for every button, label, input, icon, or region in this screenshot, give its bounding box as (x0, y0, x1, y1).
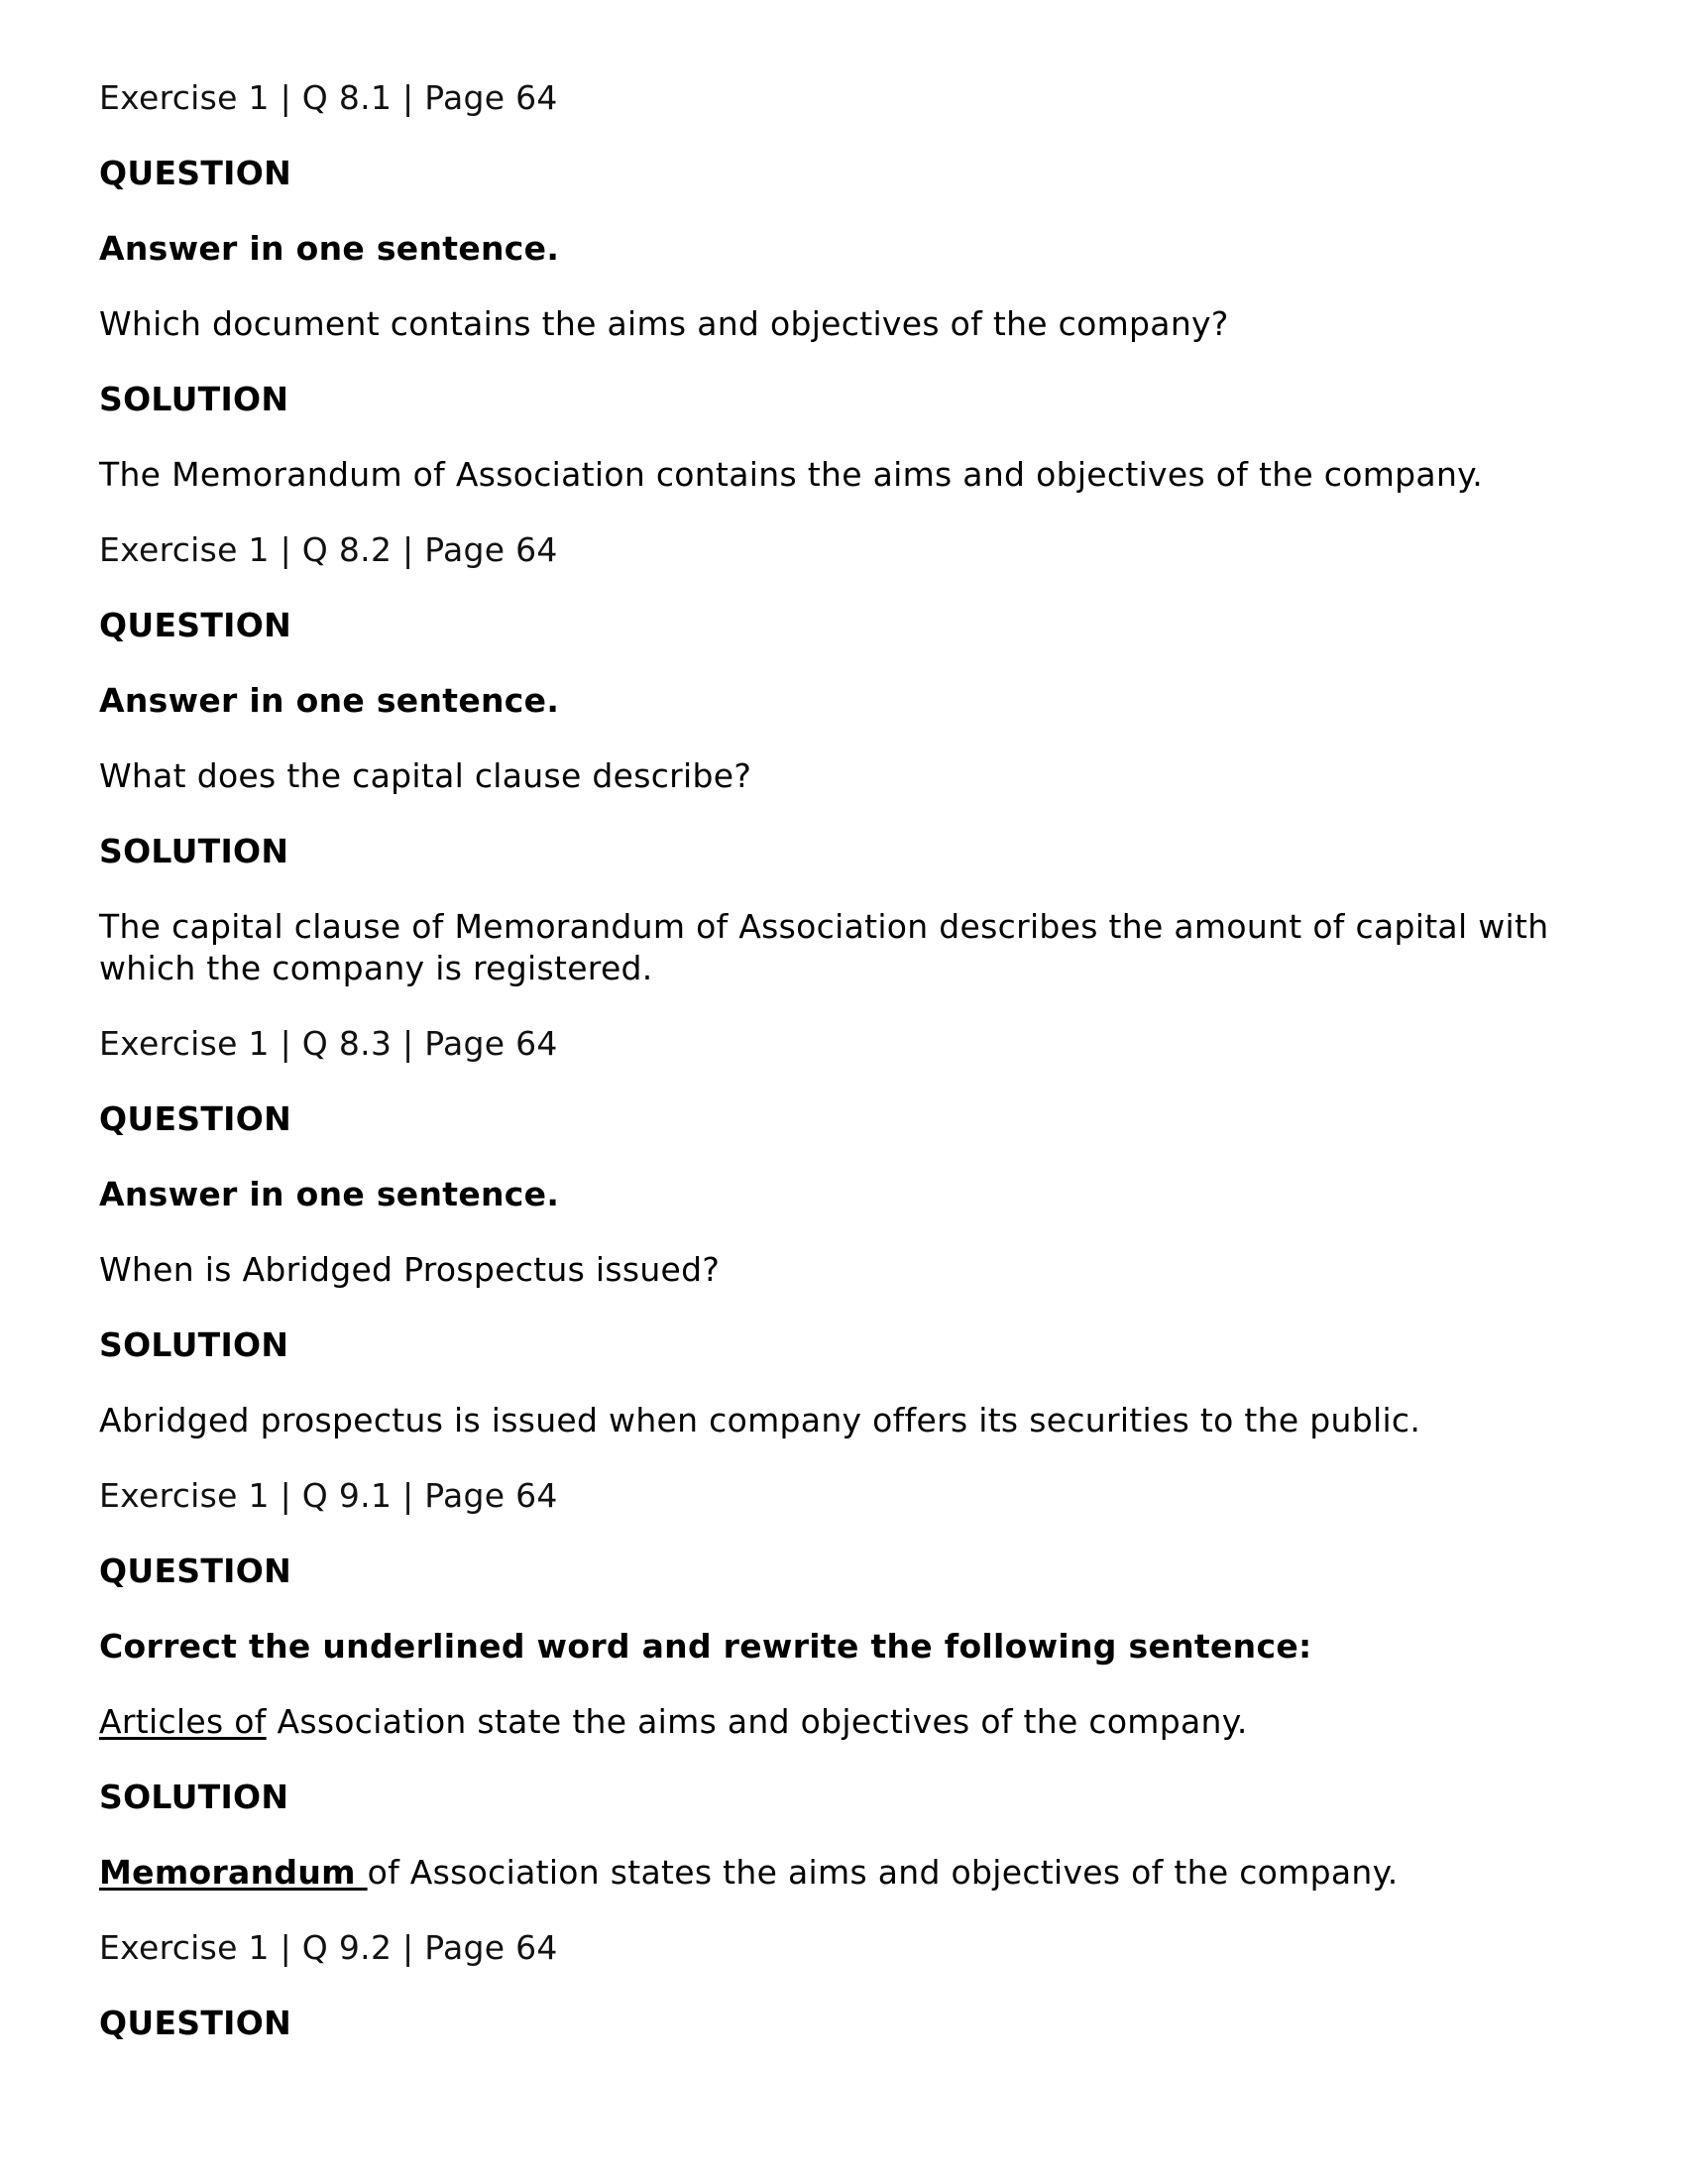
exercise-reference: Exercise 1 | Q 9.1 | Page 64 (99, 1476, 558, 1515)
solution-text: The capital clause of Memorandum of Association describes the amount of capital with which the company is registered. (99, 907, 1549, 987)
question-heading: QUESTION (99, 1552, 292, 1590)
exercise-reference: Exercise 1 | Q 9.2 | Page 64 (99, 1928, 558, 1967)
question-heading: QUESTION (99, 606, 292, 644)
solution-heading: SOLUTION (99, 832, 289, 870)
question-instruction: Answer in one sentence. (99, 1175, 560, 1213)
question-text: What does the capital clause describe? (99, 756, 752, 795)
solution-heading: SOLUTION (99, 380, 289, 418)
solution-text: The Memorandum of Association contains the aims and objectives of the company. (99, 455, 1484, 494)
solution-heading: SOLUTION (99, 1325, 289, 1364)
solution-heading: SOLUTION (99, 1778, 289, 1816)
solution-text: Abridged prospectus is issued when company offers its securities to the public. (99, 1401, 1421, 1439)
question-text (99, 1701, 1586, 1743)
solution-text (99, 1852, 1586, 1894)
document-page (99, 77, 1586, 2078)
corrected-word: Memorandum (99, 1853, 368, 1892)
question-heading: QUESTION (99, 154, 292, 192)
question-text: When is Abridged Prospectus issued? (99, 1250, 721, 1289)
exercise-reference: Exercise 1 | Q 8.3 | Page 64 (99, 1024, 558, 1063)
exercise-reference: Exercise 1 | Q 8.2 | Page 64 (99, 530, 558, 569)
underlined-phrase: Articles of (99, 1702, 267, 1741)
exercise-reference: Exercise 1 | Q 8.1 | Page 64 (99, 78, 558, 117)
question-text: Which document contains the aims and objectives of the company? (99, 304, 1229, 343)
solution-text-rest: of Association states the aims and objectives of the company. (367, 1853, 1399, 1892)
question-text-rest: Association state the aims and objectives of the company. (266, 1702, 1248, 1741)
question-instruction: Answer in one sentence. (99, 681, 560, 720)
question-instruction: Answer in one sentence. (99, 229, 560, 268)
question-instruction: Correct the underlined word and rewrite the following sentence: (99, 1627, 1312, 1666)
question-heading: QUESTION (99, 2004, 292, 2042)
question-heading: QUESTION (99, 1099, 292, 1138)
